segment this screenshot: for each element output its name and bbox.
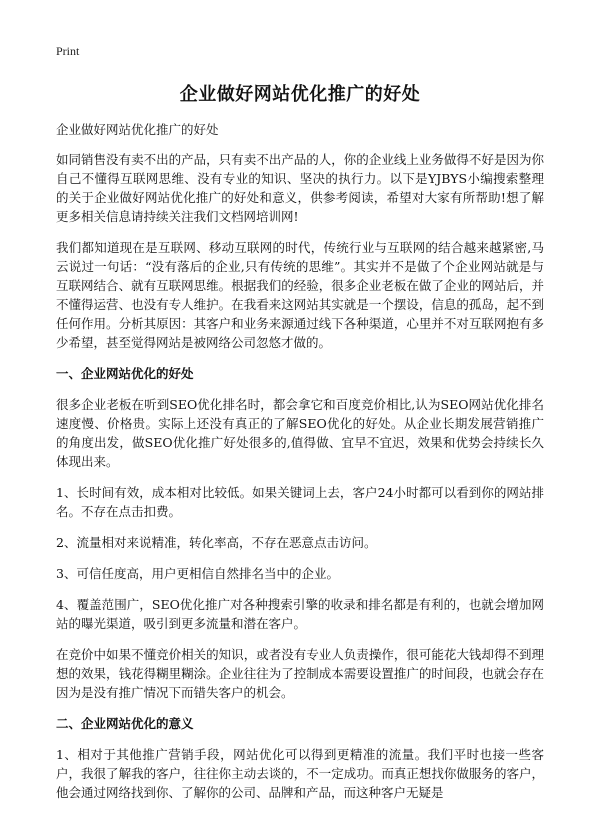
section2-heading: 二、企业网站优化的意义 <box>56 716 194 731</box>
intro-paragraph: 如同销售没有卖不出的产品，只有卖不出产品的人，你的企业线上业务做得不好是因为你自己不懂得互联网思维、没有专业的知识、坚决的执行力。以下是YJBYS小编搜索整理的关于企业做好网站优化推广的好处和意义，供参考阅读，希望对大家有所帮助!想了解更多相关信息请持续关注我们文档网培训网! <box>56 152 544 224</box>
article-subtitle: 企业做好网站优化推广的好处 <box>56 122 219 137</box>
benefit-item-4: 4、覆盖范围广，SEO优化推广对各种搜索引擎的收录和排名都是有利的，也就会增加网站的曝光渠道，吸引到更多流量和潜在客户。 <box>56 597 544 631</box>
article-body <box>56 120 544 814</box>
page-title: 企业做好网站优化推广的好处 <box>179 84 421 105</box>
section1-heading: 一、企业网站优化的好处 <box>56 366 194 381</box>
print-link[interactable]: Print <box>56 44 80 58</box>
significance-item-1: 1、相对于其他推广营销手段，网站优化可以得到更精准的流量。我们平时也接一些客户，我很了解我的客户，往往你主动去谈的，不一定成功。而真正想找你做服务的客户，他会通过网络找到你、了解你的公司、品牌和产品，而这种客户无疑是 <box>56 747 544 800</box>
bidding-paragraph: 在竞价中如果不懂竞价相关的知识，或者没有专业人负责操作，很可能花大钱却得不到理想的效果，钱花得糊里糊涂。企业往往为了控制成本需要设置推广的时间段，也就会存在因为是没有推广情况下而错失客户的机会。 <box>56 647 544 700</box>
section1-intro: 很多企业老板在听到SEO优化排名时，都会拿它和百度竞价相比,认为SEO网站优化排名速度慢、价格贵。实际上还没有真正的了解SEO优化的好处。从企业长期发展营销推广的角度出发，做SEO优化推广好处很多的,值得做、宜早不宜迟，效果和优势会持续长久体现出来。 <box>56 397 544 469</box>
benefit-item-1: 1、长时间有效，成本相对比较低。如果关键词上去，客户24小时都可以看到你的网站排名。不存在点击扣费。 <box>56 485 544 519</box>
benefit-item-3: 3、可信任度高，用户更相信自然排名当中的企业。 <box>56 566 339 581</box>
context-paragraph: 我们都知道现在是互联网、移动互联网的时代，传统行业与互联网的结合越来越紧密,马云说过一句话：“没有落后的企业,只有传统的思维”。其实并不是做了个企业网站就是与互联网结合、就有互联网思维。根据我们的经验，很多企业老板在做了企业的网站后，并不懂得运营、也没有专人维护。在我看来这网站其实就是一个摆设，信息的孤岛，起不到任何作用。分析其原因：其客户和业务来源通过线下各种渠道，心里并不对互联网抱有多少希望，甚至觉得网站是被网络公司忽悠才做的。 <box>56 240 544 350</box>
benefit-item-2: 2、流量相对来说精准，转化率高，不存在恶意点击访问。 <box>56 535 377 550</box>
